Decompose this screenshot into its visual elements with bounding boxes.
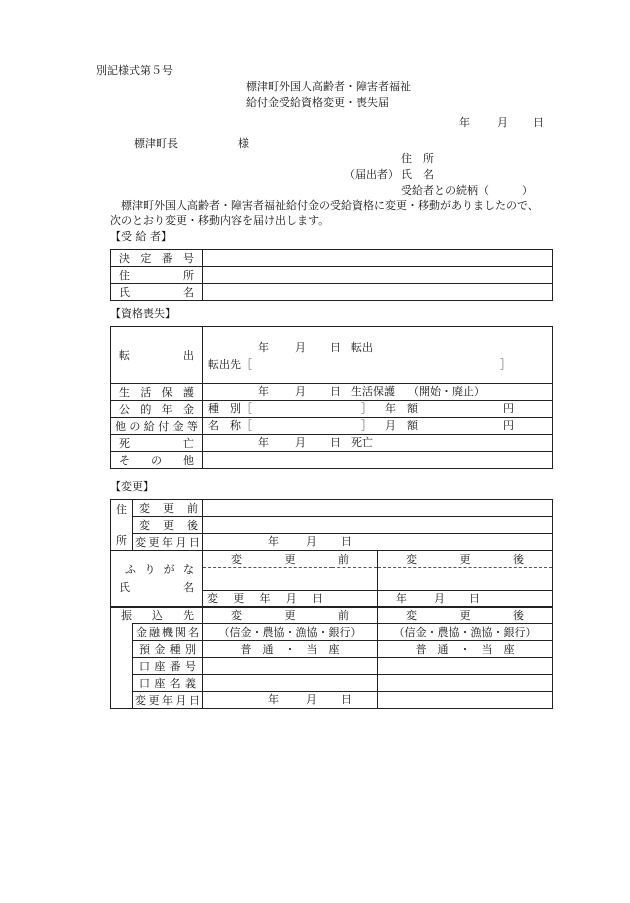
name-change-day: 日: [469, 592, 480, 605]
pension-kind-close: ］: [361, 402, 372, 415]
pension-field[interactable]: [203, 401, 553, 418]
intro-text-line2: 次のとおり変更・移動内容を届け出します。: [110, 214, 330, 227]
address-change-year: 年: [268, 535, 279, 548]
change-heading: 【変更】: [110, 480, 154, 493]
loss-heading: 【資格喪失】: [110, 307, 176, 320]
decision-number-label: 決定番号: [111, 250, 203, 267]
table-row: [111, 284, 553, 301]
move-out-field[interactable]: [203, 327, 553, 384]
date-month: 月: [497, 116, 508, 129]
bank-label: 振 込 先: [121, 608, 194, 622]
recipient-name-label: 氏名: [111, 284, 203, 301]
move-out-destination-label: 転出先［: [208, 358, 252, 371]
bank-change-date-field[interactable]: [203, 692, 378, 709]
name-before-label: 変 更 前: [231, 552, 349, 566]
account-number-label: 口座番号: [133, 658, 203, 675]
account-number-before-field[interactable]: [203, 658, 378, 675]
address-change-date-label: 変更年月日: [133, 534, 203, 551]
address-change-label-top: 住: [116, 503, 127, 516]
bank-indent-cell: [111, 624, 133, 709]
recipient-address-label: 住所: [111, 267, 203, 284]
other-benefit-name-close: ］: [361, 419, 372, 432]
pension-label: 公的年金: [111, 401, 203, 418]
table-row: [111, 267, 553, 284]
move-out-label: 転出: [111, 327, 203, 384]
table-row: [111, 418, 553, 435]
name-shimei-label: 氏名: [119, 581, 194, 594]
deposit-type-before-options: 普 通 ・ 当 座: [240, 642, 340, 656]
deposit-type-after-options: 普 通 ・ 当 座: [415, 642, 515, 656]
name-change-date-label-cell: [203, 591, 378, 608]
name-change-table: [110, 550, 553, 608]
welfare-text: 生活保護: [351, 385, 395, 398]
table-row: [111, 607, 553, 624]
institution-label: 金融機関名: [133, 624, 203, 641]
other-field[interactable]: [203, 452, 553, 469]
name-change-year: 年: [396, 592, 407, 605]
death-day: 日: [330, 436, 341, 449]
death-year: 年: [258, 436, 269, 449]
bank-before-label: 変 更 前: [231, 608, 349, 622]
table-row: [111, 435, 553, 452]
date-day: 日: [533, 116, 544, 129]
bank-change-year: 年: [268, 693, 279, 706]
recipient-heading: 【受 給 者】: [110, 230, 172, 243]
other-benefit-name-label: 名 称［: [208, 419, 252, 432]
institution-after-options: （信金・農協・漁協・銀行）: [393, 625, 537, 639]
bank-change-date-label: 変更年月日: [133, 692, 203, 709]
address-change-table: [110, 499, 553, 551]
bank-change-month: 月: [306, 693, 317, 706]
applicant-name-label: 氏 名: [401, 168, 434, 181]
address-before-label: 変更前: [133, 500, 203, 517]
address-change-day: 日: [341, 535, 352, 548]
pension-kind-label: 種 別［: [208, 402, 252, 415]
welfare-field[interactable]: [203, 384, 553, 401]
account-name-before-field[interactable]: [203, 675, 378, 692]
move-out-year: 年: [258, 341, 269, 354]
other-label: その他: [111, 452, 203, 469]
welfare-month: 月: [295, 385, 306, 398]
table-row: [111, 675, 553, 692]
bank-before-header: [203, 607, 378, 624]
deposit-type-after-field[interactable]: [378, 641, 553, 658]
account-number-after-field[interactable]: [378, 658, 553, 675]
table-row: [111, 692, 553, 709]
table-row: [111, 452, 553, 469]
name-after-header: [378, 551, 553, 568]
loss-table: [110, 326, 553, 469]
institution-after-field[interactable]: [378, 624, 553, 641]
welfare-day: 日: [330, 385, 341, 398]
name-after-label: 変 更 後: [406, 552, 524, 566]
welfare-year: 年: [258, 385, 269, 398]
bank-after-label: 変 更 後: [406, 608, 524, 622]
bank-change-day: 日: [341, 693, 352, 706]
name-change-date-label: 変更年月日: [207, 592, 323, 605]
name-change-date-field[interactable]: [378, 591, 553, 608]
name-change-month: 月: [434, 592, 445, 605]
address-change-month: 月: [306, 535, 317, 548]
table-row: [111, 327, 553, 384]
bank-label-cell: [111, 607, 203, 624]
table-row: [111, 384, 553, 401]
deposit-type-label: 預金種別: [133, 641, 203, 658]
recipient-table: [110, 249, 553, 301]
pension-yen: 円: [503, 402, 514, 415]
address-after-label: 変更後: [133, 517, 203, 534]
name-before-header: [203, 551, 378, 568]
death-month: 月: [295, 436, 306, 449]
table-row: [111, 624, 553, 641]
form-number: 別記様式第５号: [96, 64, 173, 77]
name-before-field[interactable]: [203, 568, 378, 591]
form-title-line1: 標津町外国人高齢者・障害者福祉: [246, 80, 411, 93]
table-row: [111, 658, 553, 675]
table-row: [111, 534, 553, 551]
death-field[interactable]: [203, 435, 553, 452]
pension-amount-label: 年 額: [385, 402, 418, 415]
honorific: 様: [238, 137, 249, 150]
decision-number-field[interactable]: [203, 250, 553, 267]
recipient-address-field[interactable]: [203, 267, 553, 284]
move-out-month: 月: [295, 341, 306, 354]
name-change-label: [111, 551, 203, 608]
move-out-day: 日: [330, 341, 341, 354]
address-before-field[interactable]: [203, 500, 553, 517]
welfare-status: （開始・廃止）: [408, 385, 485, 398]
bank-change-table: [110, 606, 553, 709]
other-benefit-label: 他の給付金等: [111, 418, 203, 435]
death-label: 死亡: [111, 435, 203, 452]
table-row: [111, 517, 553, 534]
date-year: 年: [459, 116, 470, 129]
table-row: [111, 551, 553, 568]
applicant-address-label: 住 所: [401, 152, 434, 165]
bank-change-date-after-field[interactable]: [378, 692, 553, 709]
name-kana-label: ふりがな: [125, 563, 194, 576]
intro-text-line1: 標津町外国人高齢者・障害者福祉給付金の受給資格に変更・移動がありましたので、: [121, 199, 539, 212]
death-text: 死亡: [351, 436, 373, 449]
account-name-label: 口座名義: [133, 675, 203, 692]
move-out-destination-close: ］: [500, 358, 511, 371]
table-row: [111, 250, 553, 267]
table-row: [111, 500, 553, 517]
address-change-label-bottom: 所: [116, 534, 127, 547]
other-benefit-yen: 円: [503, 419, 514, 432]
other-benefit-amount-label: 月 額: [385, 419, 418, 432]
bank-after-header: [378, 607, 553, 624]
other-benefit-field[interactable]: [203, 418, 553, 435]
deposit-type-before-field[interactable]: [203, 641, 378, 658]
welfare-label: 生活保護: [111, 384, 203, 401]
address-change-date-field[interactable]: [203, 534, 553, 551]
relation-label: 受給者との続柄（ ）: [401, 184, 533, 197]
account-name-after-field[interactable]: [378, 675, 553, 692]
address-change-label: [111, 500, 133, 551]
institution-before-options: （信金・農協・漁協・銀行）: [218, 625, 362, 639]
applicant-label: （届出者）: [344, 168, 399, 181]
move-out-text: 転出: [351, 341, 373, 354]
form-title-line2: 給付金受給資格変更・喪失届: [246, 96, 389, 109]
address-after-field[interactable]: [203, 517, 553, 534]
recipient-name-field[interactable]: [203, 284, 553, 301]
table-row: [111, 641, 553, 658]
name-after-field[interactable]: [378, 568, 553, 591]
institution-before-field[interactable]: [203, 624, 378, 641]
addressee: 標津町長: [134, 137, 178, 150]
table-row: [111, 401, 553, 418]
